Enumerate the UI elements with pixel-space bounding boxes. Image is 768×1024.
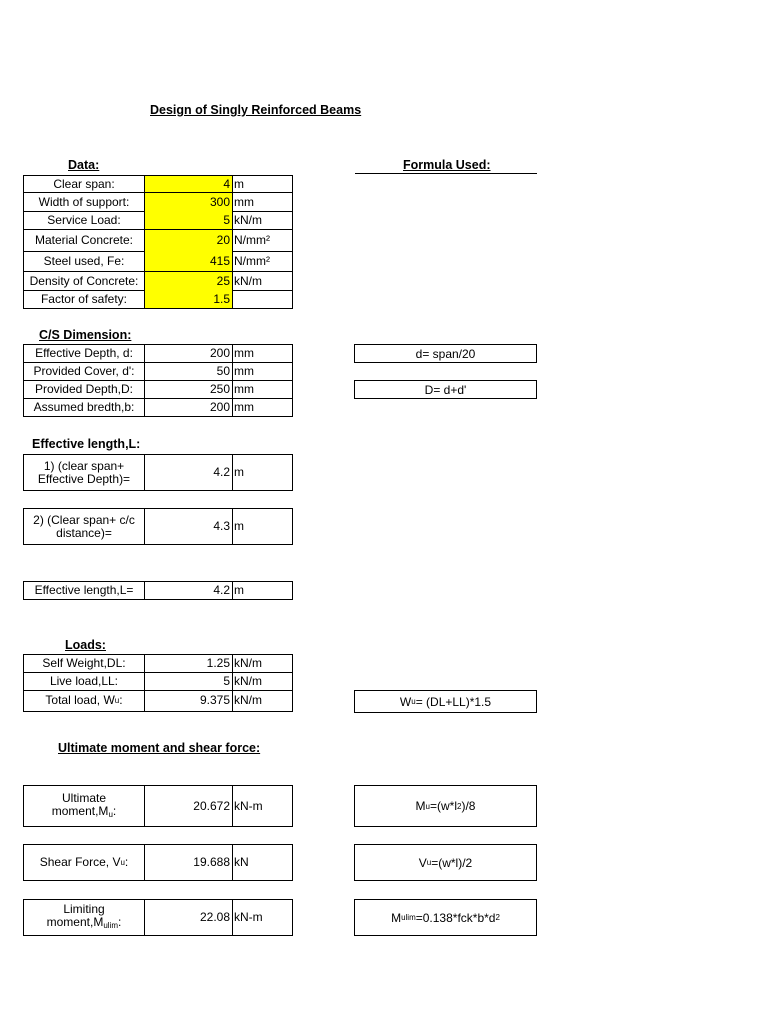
assumed-breadth-label: Assumed bredth,b:: [23, 398, 145, 417]
steel-used-value[interactable]: 415: [144, 251, 233, 272]
effective-depth-value: 200: [144, 344, 233, 363]
total-load-label: [23, 690, 145, 712]
clear-span-label: Clear span:: [23, 175, 145, 193]
shear-force-row: [23, 844, 293, 881]
ultimate-header: Ultimate moment and shear force:: [58, 741, 261, 755]
table-row: [23, 175, 293, 193]
density-concrete-unit: kN/m: [232, 272, 293, 291]
table-row: [23, 272, 293, 290]
table-row: [23, 654, 293, 672]
formula-effective-depth: d= span/20: [354, 344, 537, 363]
formula-header: Formula Used:: [403, 158, 491, 172]
clear-span-unit: m: [232, 175, 293, 193]
formula-header-underline: [355, 173, 537, 174]
effective-length-result-value: 4.2: [144, 581, 233, 600]
ultimate-moment-row: [23, 785, 293, 827]
option-1-label-line2: Effective Depth)=: [37, 471, 131, 486]
width-of-support-label: Width of support:: [23, 193, 145, 212]
provided-cover-value: 50: [144, 362, 233, 381]
table-row: [23, 344, 293, 362]
self-weight-unit: kN/m: [232, 654, 293, 673]
table-row: [23, 362, 293, 380]
formula-total-load-prefix: W: [399, 694, 412, 709]
limiting-moment-row: [23, 899, 293, 936]
data-table: [23, 175, 293, 309]
ultimate-moment-label-line1: Ultimate: [61, 790, 106, 805]
formula-limiting-moment: M ulim =0.138*fck*b*d 2: [354, 899, 537, 936]
formula-total-load-suffix: = (DL+LL)*1.5: [415, 694, 492, 709]
factor-of-safety-unit: [232, 290, 293, 309]
effective-depth-label: Effective Depth, d:: [23, 344, 145, 363]
limiting-moment-label: [23, 899, 145, 936]
formula-provided-depth: D= d+d': [354, 380, 537, 399]
total-load-label-suffix: :: [119, 693, 123, 707]
option-2-label-line1: 2) (Clear span+ c/c: [33, 512, 135, 527]
provided-depth-unit: mm: [232, 380, 293, 399]
table-row: [23, 193, 293, 211]
effective-length-result-label: Effective length,L=: [23, 581, 145, 600]
material-concrete-value[interactable]: 20: [144, 230, 233, 252]
steel-used-unit: N/mm²: [232, 251, 293, 272]
limiting-moment-label-line2: $moment,M_{ulim}$:: [46, 915, 122, 930]
shear-force-label: Shear Force, V u :: [23, 844, 145, 881]
effective-length-option-2: [23, 508, 293, 545]
option-1-label: [23, 454, 145, 491]
option-2-unit: m: [232, 508, 293, 545]
effective-length-option-1: [23, 454, 293, 491]
data-header: Data:: [68, 158, 100, 172]
assumed-breadth-unit: mm: [232, 398, 293, 417]
factor-of-safety-value[interactable]: 1.5: [144, 290, 233, 309]
cs-dimension-header: C/S Dimension:: [39, 328, 132, 342]
ultimate-moment-value: 20.672: [144, 785, 233, 827]
provided-cover-unit: mm: [232, 362, 293, 381]
total-load-label-sub: u: [114, 696, 120, 705]
formula-total-load: [354, 690, 537, 713]
loads-table: [23, 654, 293, 712]
limiting-moment-label-line1: Limiting: [63, 902, 105, 916]
shear-force-unit: kN: [232, 844, 293, 881]
option-2-label-line2: distance)=: [56, 525, 112, 540]
provided-cover-label: Provided Cover, d':: [23, 362, 145, 381]
cs-table: [23, 344, 293, 416]
table-row: [23, 672, 293, 690]
provided-depth-label: Provided Depth,D:: [23, 380, 145, 399]
total-load-value: 9.375: [144, 690, 233, 712]
width-of-support-unit: mm: [232, 193, 293, 212]
effective-length-result: [23, 581, 293, 600]
limiting-moment-value: 22.08: [144, 899, 233, 936]
total-load-unit: kN/m: [232, 690, 293, 712]
table-row: [23, 290, 293, 309]
service-load-label: Service Load:: [23, 211, 145, 230]
ultimate-moment-label: [23, 785, 145, 827]
effective-length-header: Effective length,L:: [32, 437, 141, 451]
material-concrete-label: Material Concrete:: [23, 230, 145, 252]
formula-total-load-sub: u: [411, 697, 416, 706]
formula-ultimate-moment: M u =(w*l 2 )/8: [354, 785, 537, 827]
table-row: [23, 398, 293, 416]
material-concrete-unit: N/mm²: [232, 230, 293, 252]
page-title: Design of Singly Reinforced Beams: [150, 103, 362, 117]
service-load-unit: kN/m: [232, 211, 293, 230]
factor-of-safety-label: Factor of safety:: [23, 290, 145, 309]
option-2-label: [23, 508, 145, 545]
service-load-value[interactable]: 5: [144, 211, 233, 230]
option-1-label-line1: 1) (clear span+: [43, 458, 125, 473]
shear-force-value: 19.688: [144, 844, 233, 881]
table-row: [23, 251, 293, 272]
density-concrete-value[interactable]: 25: [144, 272, 233, 291]
total-load-label-prefix: Total load, W: [45, 693, 115, 707]
option-2-value: 4.3: [144, 508, 233, 545]
table-row: [23, 380, 293, 398]
live-load-unit: kN/m: [232, 672, 293, 691]
ultimate-moment-unit: kN-m: [232, 785, 293, 827]
assumed-breadth-value: 200: [144, 398, 233, 417]
formula-shear-force: V u =(w*l)/2: [354, 844, 537, 881]
table-row: [23, 211, 293, 230]
self-weight-label: Self Weight,DL:: [23, 654, 145, 673]
provided-depth-value: 250: [144, 380, 233, 399]
limiting-moment-unit: kN-m: [232, 899, 293, 936]
option-1-value: 4.2: [144, 454, 233, 491]
ultimate-moment-label-line2: $moment,M_u$:: [51, 803, 117, 819]
live-load-value: 5: [144, 672, 233, 691]
option-1-unit: m: [232, 454, 293, 491]
steel-used-label: Steel used, Fe:: [23, 251, 145, 272]
self-weight-value: 1.25: [144, 654, 233, 673]
loads-header: Loads:: [65, 638, 106, 652]
width-of-support-value[interactable]: 300: [144, 193, 233, 212]
clear-span-value[interactable]: 4: [144, 175, 233, 193]
live-load-label: Live load,LL:: [23, 672, 145, 691]
table-row: [23, 230, 293, 251]
density-concrete-label: Density of Concrete:: [23, 272, 145, 291]
effective-depth-unit: mm: [232, 344, 293, 363]
table-row: [23, 690, 293, 712]
effective-length-result-unit: m: [232, 581, 293, 600]
